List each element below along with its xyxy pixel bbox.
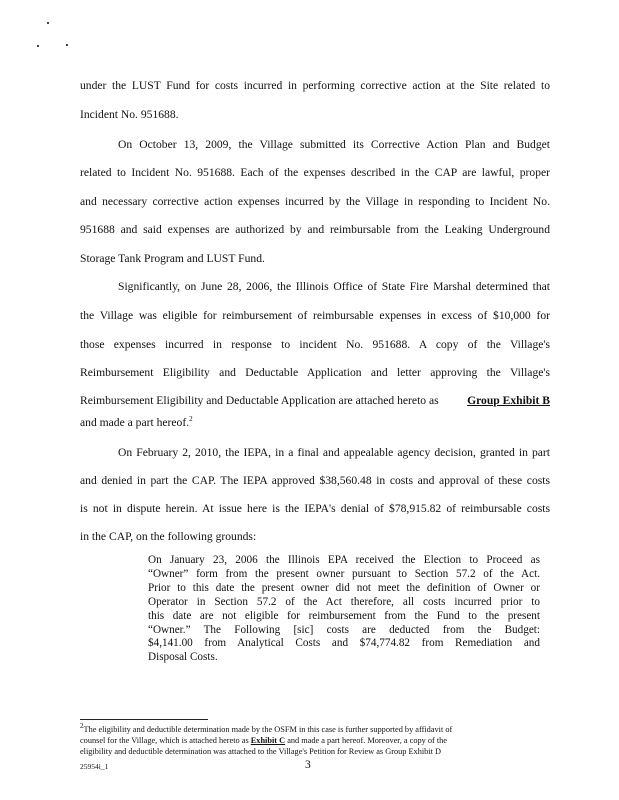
group-exhibit-b-reference: Group Exhibit B (467, 394, 550, 407)
scan-speck (47, 22, 49, 24)
footnote-text: and made a part hereof. Moreover, a copy of the (285, 736, 447, 745)
paragraph-first-line: On February 2, 2010, the IEPA, in a final and appealable agency decision, granted in part (118, 446, 550, 459)
block-quote (148, 554, 540, 665)
footnote-separator (80, 719, 208, 720)
paragraph-first-line: Significantly, on June 28, 2006, the Illinois Office of State Fire Marshal determined that (118, 280, 550, 293)
footnote-text: The eligibility and deductible determination made by the OSFM in this case is further supported by affidavit of (83, 725, 453, 734)
body-line: and denied in part the CAP. The IEPA approved $38,560.48 in costs and approval of these costs (80, 474, 550, 487)
body-line: the Village was eligible for reimbursement of reimbursable expenses in excess of $10,000 for (80, 309, 550, 322)
quote-line: $4,141.00 from Analytical Costs and $74,774.82 from Remediation and (148, 637, 540, 650)
body-line: under the LUST Fund for costs incurred in performing corrective action at the Site related to (80, 79, 550, 92)
body-line-with-exhibit (80, 394, 550, 408)
body-line: Incident No. 951688. (80, 108, 179, 121)
exhibit-c-reference: Exhibit C (250, 736, 286, 745)
body-line: and necessary corrective action expenses incurred by the Village in responding to Incident No. (80, 195, 550, 208)
body-line: Reimbursement Eligibility and Deductable Application and letter approving the Village's (80, 366, 550, 379)
footnote-line (80, 735, 545, 746)
scan-speck (37, 45, 39, 47)
quote-line: “Owner” form from the present owner pursuant to Section 57.2 of the Act. (148, 567, 540, 580)
body-line: 951688 and said expenses are authorized by and reimbursable from the Leaking Underground (80, 223, 550, 236)
footnote-text: counsel for the Village, which is attached hereto as (80, 736, 251, 745)
quote-line: Prior to this date the present owner did not meet the definition of Owner or (148, 581, 540, 594)
footnote-marker: 2 (80, 722, 84, 731)
footnote-reference: 2 (189, 415, 193, 424)
document-id: 25954i_1 (80, 762, 109, 771)
quote-line: Operator in Section 57.2 of the Act therefore, all costs incurred prior to (148, 595, 540, 608)
body-line-with-footnote (80, 416, 550, 430)
page-number: 3 (305, 759, 311, 771)
quote-line: Disposal Costs. (148, 651, 218, 664)
body-line: those expenses incurred in response to incident No. 951688. A copy of the Village's (80, 338, 550, 351)
quote-line: “Owner.” The Following [sic] costs are deducted from the Budget: (148, 623, 540, 636)
paragraph-first-line: On October 13, 2009, the Village submitted its Corrective Action Plan and Budget (118, 138, 550, 151)
body-line-text: Reimbursement Eligibility and Deductable Application are attached hereto as (80, 394, 439, 407)
footnote-line (80, 724, 545, 735)
scan-speck (66, 44, 68, 46)
quote-line: this date are not eligible for reimbursement from the Fund to the present (148, 609, 540, 622)
body-line: Storage Tank Program and LUST Fund. (80, 252, 265, 265)
quote-line: On January 23, 2006 the Illinois EPA received the Election to Proceed as (148, 554, 540, 566)
body-line: related to Incident No. 951688. Each of the expenses described in the CAP are lawful, proper (80, 166, 550, 179)
body-line: is not in dispute herein. At issue here is the IEPA's denial of $78,915.82 of reimbursable costs (80, 502, 550, 515)
body-line-text: and made a part hereof. (80, 416, 190, 429)
footnote-line: eligibility and deductible determination was attached to the Village's Petition for Review as Group Exhibit D (80, 747, 441, 756)
body-line: in the CAP, on the following grounds: (80, 530, 257, 543)
